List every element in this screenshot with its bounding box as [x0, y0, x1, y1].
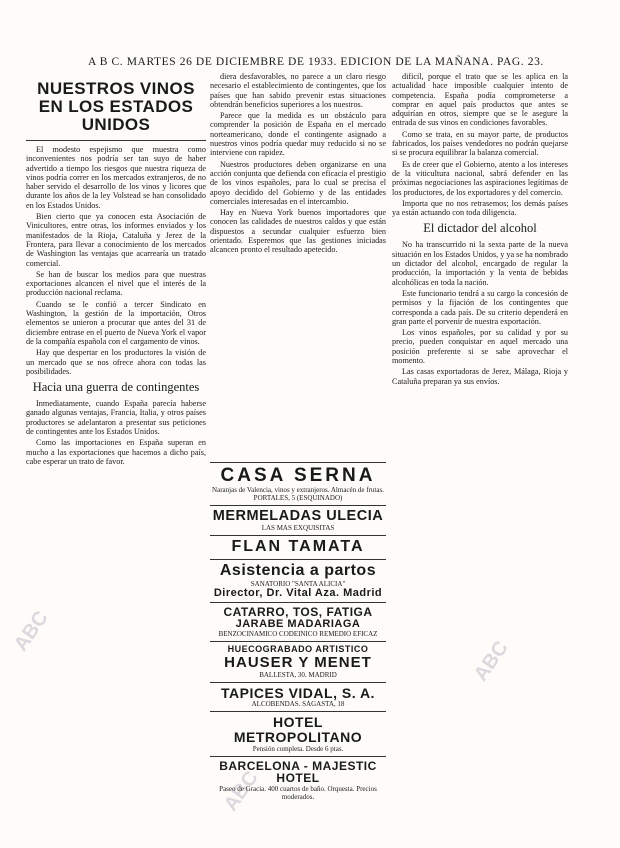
article-paragraph: Importa que no nos retrasemos; los demás países ya están actuando con toda diligencia.: [392, 198, 568, 218]
article-paragraph: El modesto espejismo que muestra como inconvenientes nos podría ser tan suyo de haber advertido a tiempo los riesgos que nuestra riqueza de vinos podría correr en los mercados extranjeros, de no haber servido el desarrollo de los vinos y licores que durante los años de la ley Volstead se han consolidado en los Estados Unidos.: [26, 145, 206, 210]
ad-huecograbado: [210, 641, 386, 681]
ad-title: FLAN TAMATA: [231, 538, 365, 556]
article-paragraph: Nuestros productores deben organizarse en una acción conjunta que defienda con eficacia el prestigio de los vinos españoles, para lo cual se precisa el apoyo decidido del Gobierno y de las entidades comerciales interesadas en el intercambio.: [210, 159, 386, 206]
ad-title: HUECOGRABADO ARTISTICO: [227, 644, 369, 655]
advertisement-stack: [210, 462, 386, 804]
divider: [26, 140, 206, 141]
ad-hotel-metropolitano: [210, 711, 386, 755]
ad-title: CASA SERNA: [220, 465, 376, 486]
article-paragraph: Inmediatamente, cuando España parecía haberse ganado algunas ventajas, Francia, Italia, y otros países productores se adelantaron a presentar sus peticiones de contingentes ante los Estados Unidos.: [26, 399, 206, 437]
article-paragraph: Hay en Nueva York buenos importadores que conocen las calidades de nuestros caldos y que están dispuestos a secundar cualquier esfuerzo bien orientado. Esperemos que las gestiones iniciadas alcancen pronto el resultado apetecido.: [210, 208, 386, 255]
ad-flan-tamata: [210, 535, 386, 559]
section-subhead: El dictador del alcohol: [423, 221, 537, 236]
ad-majestic-hotel: [210, 756, 386, 804]
ad-title: HAUSER Y MENET: [224, 653, 372, 671]
ad-title: MERMELADAS ULECIA: [212, 507, 384, 524]
watermark-stamp: ABC: [469, 637, 513, 686]
watermark-stamp: ABC: [9, 607, 53, 656]
ad-tapices: [210, 682, 386, 712]
ad-subtitle: LAS MAS EXQUISITAS: [261, 524, 335, 533]
column-middle: [210, 72, 386, 257]
article-headline: NUESTROS VINOS EN LOS ESTADOS UNIDOS: [37, 79, 195, 134]
article-paragraph: Hay que despertar en los productores la visión de un mercado que se nos ofrece ahora con todas las posibilidades.: [26, 348, 206, 376]
ad-subtitle: BALLESTA, 30. MADRID: [259, 670, 337, 679]
article-paragraph: Cuando se le confió a tercer Sindicato en Washington, la gestión de la importación, Otros elementos se unieron a procurar que antes del 31 de diciembre entrase en el puerto de Nueva York el vapor de la compañía española con el cargamento de vinos.: [26, 299, 206, 346]
article-paragraph: Se han de buscar los medios para que nuestras exportaciones alcancen el nivel que el interés de la producción nacional reclama.: [26, 269, 206, 298]
ad-subtitle: Naranjas de Valencia, vinos y extranjeros. Almacén de frutas. PORTALES, 5 (ESQUINADO): [212, 485, 384, 502]
article-paragraph: Este funcionario tendrá a su cargo la concesión de permisos y la fijación de los contingentes que corresponda a cada país. De su criterio dependerá en gran parte el porvenir de nuestra exportación.: [392, 288, 568, 326]
ad-asistencia: [210, 559, 386, 602]
ad-subtitle: ALCOBENDAS. SAGASTA, 18: [251, 700, 345, 709]
article-paragraph: Es de creer que el Gobierno, atento a los intereses de la viticultura nacional, sabrá defender en las próximas negociaciones las aspiraciones legítimas de los productores, de los exportadores y del comercio.: [392, 159, 568, 197]
page-header: A B C. MARTES 26 DE DICIEMBRE DE 1933. EDICION DE LA MAÑANA. PAG. 23.: [88, 56, 544, 68]
ad-subtitle: Pensión completa. Desde 6 ptas.: [252, 744, 344, 753]
ad-title: Director, Dr. Vital Aza. Madrid: [213, 586, 383, 599]
ad-title: TAPICES VIDAL, S. A.: [221, 684, 375, 701]
ad-subtitle: BENZOCINAMICO CODEINICO REMEDIO EFICAZ: [218, 630, 378, 639]
ad-title: BARCELONA - MAJESTIC HOTEL: [219, 758, 377, 786]
article-paragraph: Como las importaciones en España superan en mucho a las exportaciones que hacemos a dicho país, cabe esperar un trato de favor.: [26, 438, 206, 466]
article-paragraph: No ha transcurrido ni la sexta parte de la nueva situación en los Estados Unidos, y ya se ha nombrado un dictador del alcohol, encargado de regular la producción, la importación y la venta de bebidas alcohólicas en toda la nación.: [392, 240, 569, 287]
watermark-stamp: ABC: [219, 767, 263, 816]
ad-mermeladas: [210, 505, 386, 535]
ad-title: CATARRO, TOS, FATIGA: [223, 605, 373, 620]
article-paragraph: Como se trata, en su mayor parte, de productos fabricados, los países vendedores no podrán quejarse si se procura equilibrar la balanza comercial.: [392, 129, 568, 158]
ad-title: JARABE MADARIAGA: [235, 617, 361, 630]
ad-subtitle: Paseo de Gracia. 400 cuartos de baño. Orquesta. Precios moderados.: [219, 784, 377, 801]
section-subhead: Hacia una guerra de contingentes: [32, 380, 200, 395]
article-paragraph: Bien cierto que ya conocen esta Asociación de Vinicultores, entre otras, los informes enviados y los manifestados de la Rioja, Cataluña y Jerez de la Frontera, para llevar a conocimiento de los mercados de Washington las ventajas que acarrearía un tratado comercial.: [26, 212, 206, 268]
article-paragraph: dificil, porque el trato que se les aplica en la actualidad hace imposible cualquier intento de competencia. España podía comprometerse a comprar en aquel país productos que antes se adquirían en otros, siempre que se le asegure la entrada de sus vinos en condiciones favorables.: [392, 72, 568, 128]
ad-subtitle: SANATORIO "SANTA ALICIA": [250, 579, 346, 588]
article-paragraph: Parece que la medida es un obstáculo para comprender la posición de España en el mercado norteamericano, donde el contingente asignado a nuestros vinos podría quedar muy reducido si no se interviene con rapidez.: [210, 111, 386, 158]
column-right: [392, 72, 568, 388]
column-left: [26, 72, 206, 468]
ad-casa-serna: [210, 462, 386, 505]
article-paragraph: Los vinos españoles, por su calidad y por su precio, pueden conquistar en aquel mercado una posición preferente si se sabe aprovechar el momento.: [392, 328, 568, 366]
ad-title: Asistencia a partos: [219, 561, 377, 579]
ad-title: HOTEL METROPOLITANO: [233, 714, 363, 745]
article-paragraph: diera desfavorables, no parece a un claro riesgo necesario el establecimiento de contingentes, que los países que han sabido prevenir estas situaciones obtendrán beneficios superiores a los nuestros.: [210, 72, 386, 109]
article-paragraph: Las casas exportadoras de Jerez, Málaga, Rioja y Cataluña preparan ya sus envíos.: [392, 367, 568, 386]
ad-catarro: [210, 602, 386, 641]
